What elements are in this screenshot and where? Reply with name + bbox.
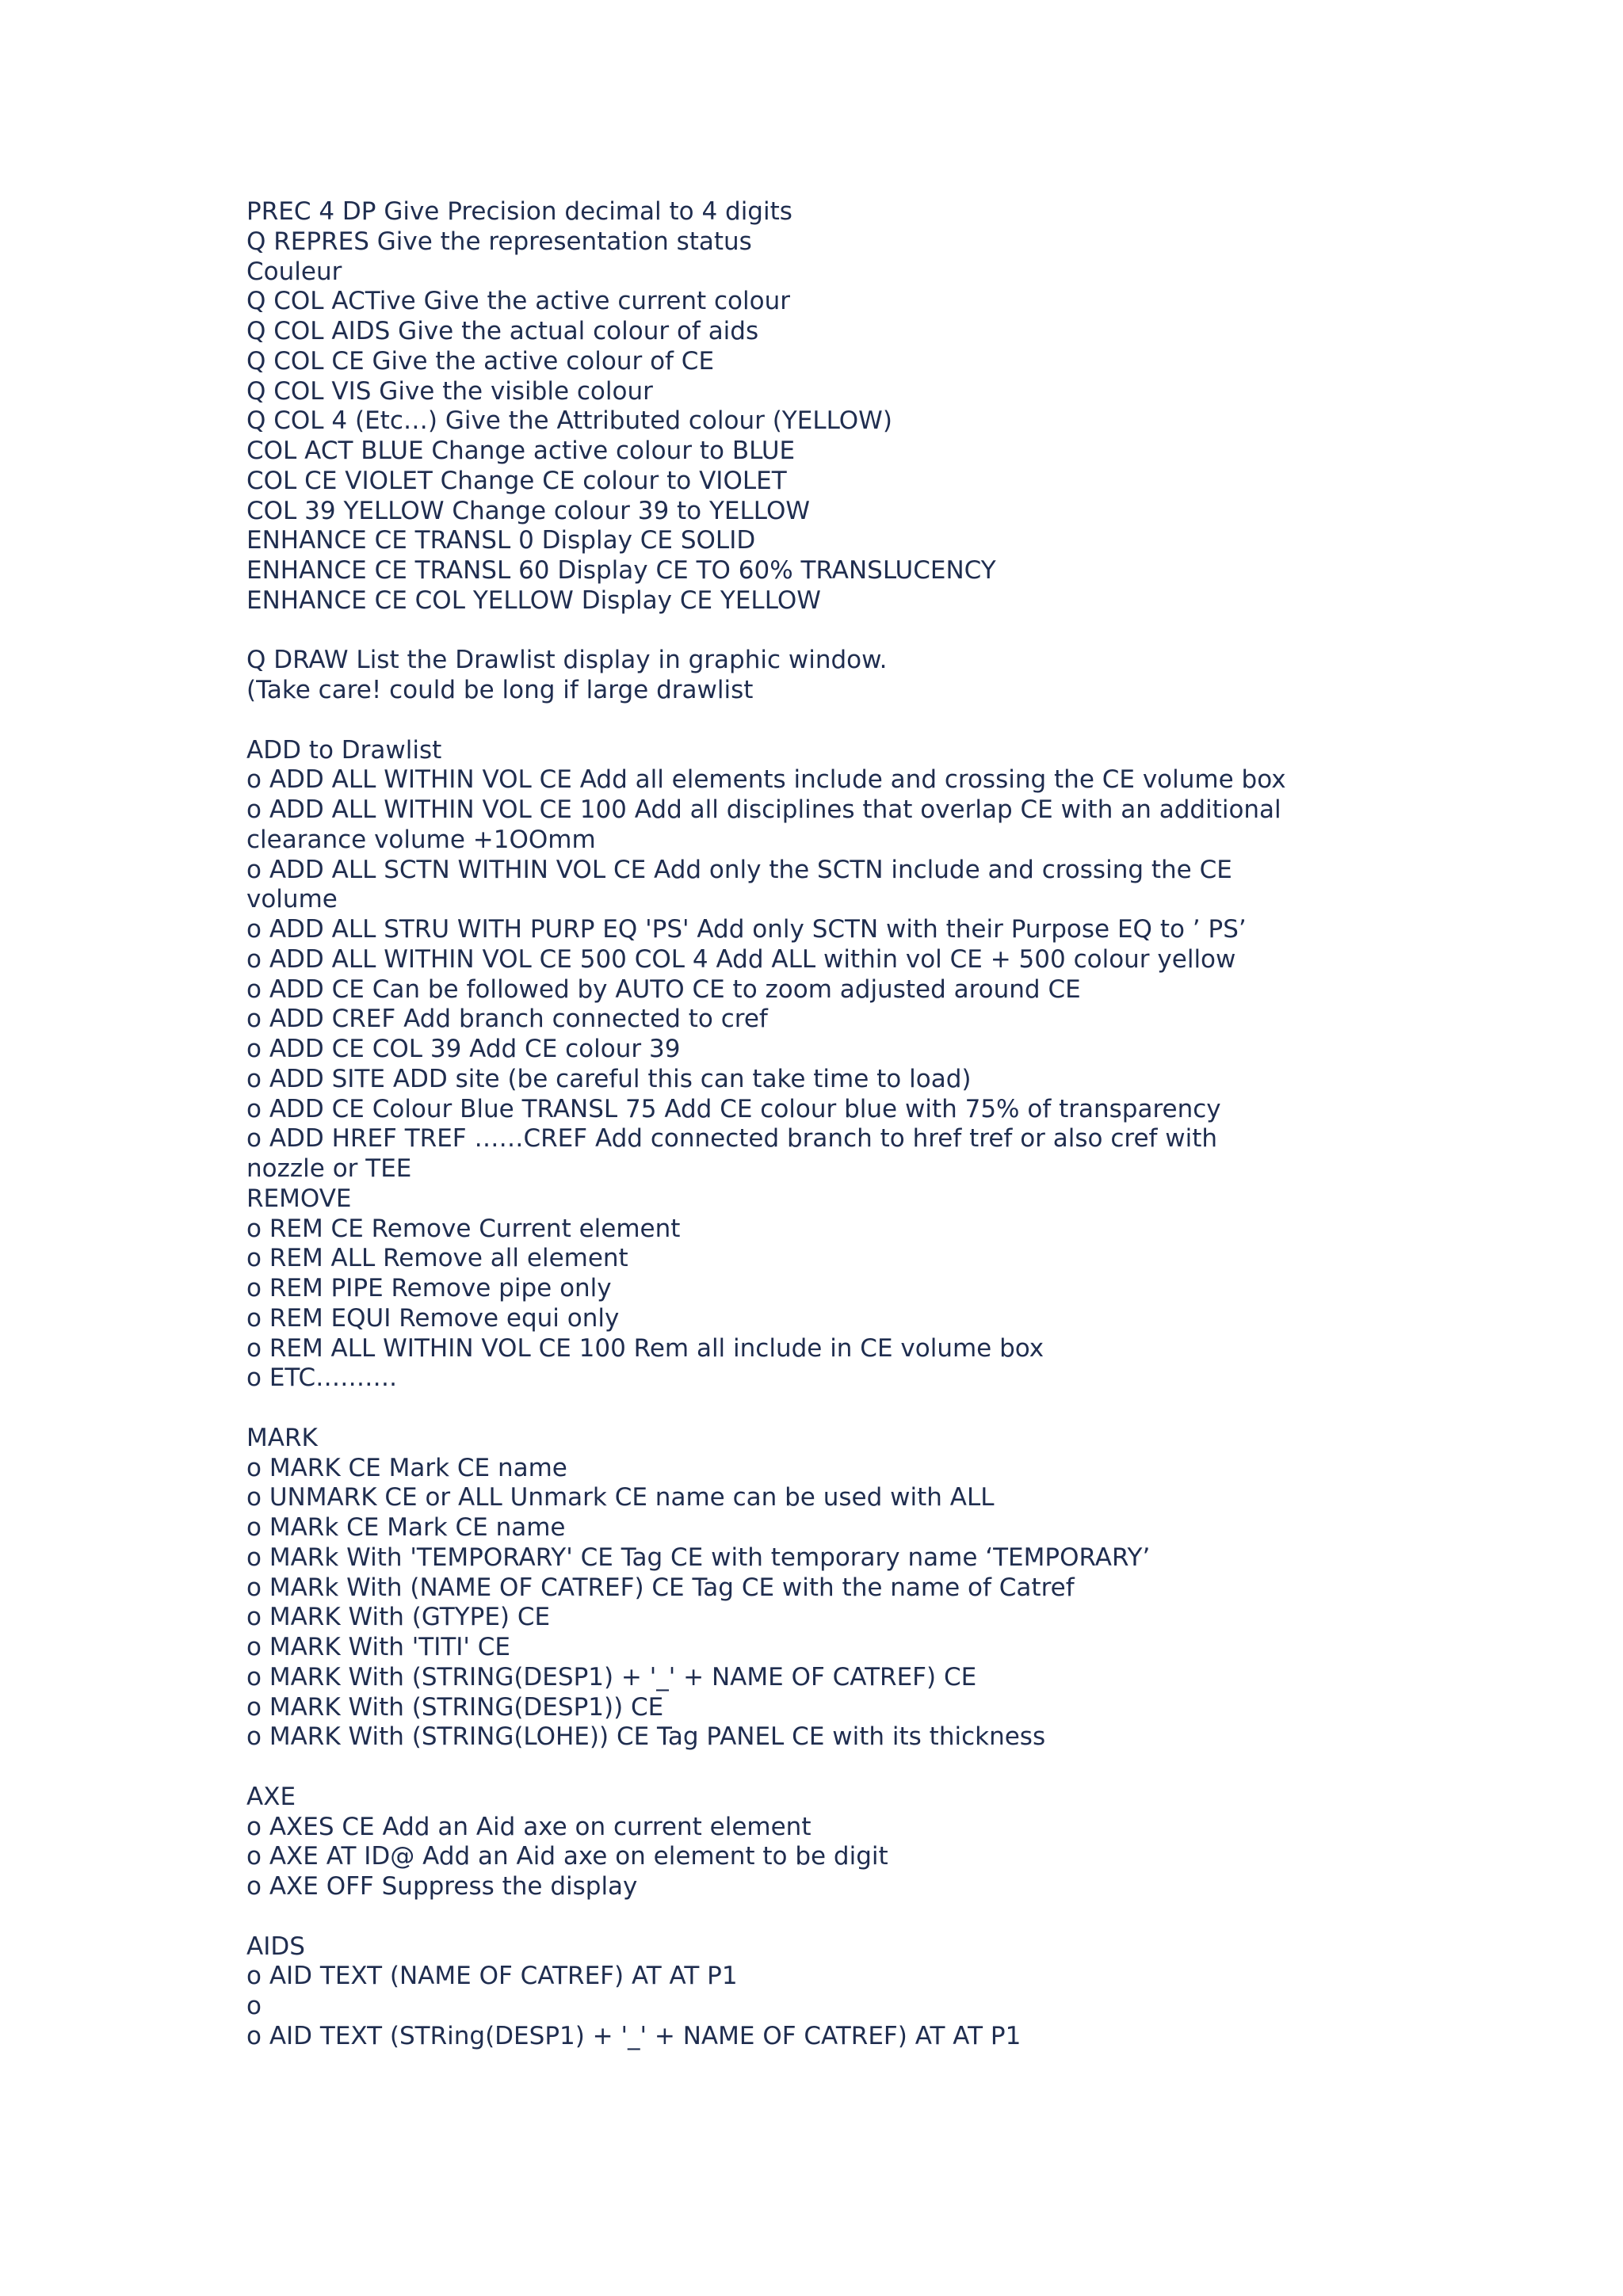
list-item: o MARK With (STRING(DESP1) + '_' + NAME OF CATREF) CE xyxy=(246,1662,977,1691)
list-item: o ADD CREF Add branch connected to cref xyxy=(246,1005,768,1034)
text-line: PREC 4 DP Give Precision decimal to 4 digits xyxy=(246,197,792,226)
blank-line xyxy=(246,616,1300,646)
text-line: COL CE VIOLET Change CE colour to VIOLET xyxy=(246,466,787,495)
blank-line xyxy=(246,706,1300,736)
list-item: o REM ALL Remove all element xyxy=(246,1244,628,1273)
list-item: o xyxy=(246,1992,262,2020)
text-line: ENHANCE CE COL YELLOW Display CE YELLOW xyxy=(246,585,821,615)
section-heading-axe: AXE xyxy=(246,1782,296,1811)
block-axe xyxy=(246,1783,1300,1902)
list-item: o MARk With (NAME OF CATREF) CE Tag CE with the name of Catref xyxy=(246,1573,1075,1602)
list-item: o ADD HREF TREF ……CREF Add connected branch to href tref or also cref with nozzle or TEE xyxy=(246,1124,1218,1183)
text-line: Q COL VIS Give the visible colour xyxy=(246,376,653,406)
list-item: o REM EQUI Remove equi only xyxy=(246,1303,620,1333)
list-item: o ADD SITE ADD site (be careful this can take time to load) xyxy=(246,1064,972,1093)
list-item: o MARK With (STRING(DESP1)) CE xyxy=(246,1692,664,1722)
list-item: o ADD CE COL 39 Add CE colour 39 xyxy=(246,1035,681,1063)
section-heading-aids: AIDS xyxy=(246,1932,305,1961)
block-aids xyxy=(246,1932,1300,2052)
text-line: Q DRAW List the Drawlist display in graphic window. xyxy=(246,646,888,675)
text-line: ENHANCE CE TRANSL 60 Display CE TO 60% TRANSLUCENCY xyxy=(246,556,996,585)
block-display-settings xyxy=(246,197,1300,616)
section-heading-couleur: Couleur xyxy=(246,257,342,286)
blank-line xyxy=(246,1394,1300,1424)
section-heading-remove: REMOVE xyxy=(246,1184,352,1213)
blank-line xyxy=(246,1753,1300,1783)
text-line: Q COL AIDS Give the actual colour of aids xyxy=(246,317,759,345)
document-text xyxy=(246,197,1300,2052)
list-item: o ADD CE Can be followed by AUTO CE to zoom adjusted around CE xyxy=(246,974,1081,1004)
list-item: o REM CE Remove Current element xyxy=(246,1214,681,1243)
section-heading-add: ADD to Drawlist xyxy=(246,735,442,765)
block-mark xyxy=(246,1424,1300,1753)
text-line: (Take care! could be long if large drawlist xyxy=(246,676,754,704)
list-item: o ADD ALL WITHIN VOL CE 500 COL 4 Add ALL within vol CE + 500 colour yellow xyxy=(246,944,1236,974)
text-line: Q REPRES Give the representation status xyxy=(246,227,752,256)
block-add-remove xyxy=(246,736,1300,1394)
text-line: COL ACT BLUE Change active colour to BLUE xyxy=(246,437,796,465)
list-item: o REM ALL WITHIN VOL CE 100 Rem all include in CE volume box xyxy=(246,1333,1044,1363)
list-item: o MARK CE Mark CE name xyxy=(246,1453,567,1482)
list-item: o MARk With 'TEMPORARY' CE Tag CE with temporary name ‘TEMPORARY’ xyxy=(246,1543,1151,1572)
text-line: COL 39 YELLOW Change colour 39 to YELLOW xyxy=(246,496,811,525)
list-item: o AXE OFF Suppress the display xyxy=(246,1872,638,1901)
list-item: o ADD ALL STRU WITH PURP EQ 'PS' Add only SCTN with their Purpose EQ to ’ PS’ xyxy=(246,915,1247,944)
list-item: o ETC………. xyxy=(246,1363,398,1393)
list-item: o AID TEXT (STRing(DESP1) + '_' + NAME OF CATREF) AT AT P1 xyxy=(246,2021,1022,2050)
text-line: Q COL ACTive Give the active current colour xyxy=(246,287,790,316)
text-line: Q COL 4 (Etc…) Give the Attributed colour (YELLOW) xyxy=(246,406,892,436)
list-item: o REM PIPE Remove pipe only xyxy=(246,1274,612,1302)
section-heading-mark: MARK xyxy=(246,1423,318,1452)
list-item: o MARK With (GTYPE) CE xyxy=(246,1603,551,1632)
list-item: o AXE AT ID@ Add an Aid axe on element to be digit xyxy=(246,1842,888,1871)
list-item: o ADD ALL SCTN WITHIN VOL CE Add only the SCTN include and crossing the CE volume xyxy=(246,855,1232,914)
block-query-draw xyxy=(246,646,1300,706)
text-line: ENHANCE CE TRANSL 0 Display CE SOLID xyxy=(246,526,756,555)
list-item: o ADD CE Colour Blue TRANSL 75 Add CE colour blue with 75% of transparency xyxy=(246,1094,1221,1123)
list-item: o AXES CE Add an Aid axe on current element xyxy=(246,1812,812,1841)
list-item: o ADD ALL WITHIN VOL CE 100 Add all disciplines that overlap CE with an additional clearance volume +1OOmm xyxy=(246,795,1281,854)
list-item: o ADD ALL WITHIN VOL CE Add all elements include and crossing the CE volume box xyxy=(246,765,1286,795)
text-line: Q COL CE Give the active colour of CE xyxy=(246,346,715,376)
list-item: o UNMARK CE or ALL Unmark CE name can be used with ALL xyxy=(246,1483,995,1512)
list-item: o MARK With (STRING(LOHE)) CE Tag PANEL CE with its thickness xyxy=(246,1722,1046,1752)
list-item: o MARk CE Mark CE name xyxy=(246,1513,566,1542)
list-item: o MARK With 'TITI' CE xyxy=(246,1633,511,1661)
blank-line xyxy=(246,1902,1300,1932)
list-item: o AID TEXT (NAME OF CATREF) AT AT P1 xyxy=(246,1962,738,1991)
